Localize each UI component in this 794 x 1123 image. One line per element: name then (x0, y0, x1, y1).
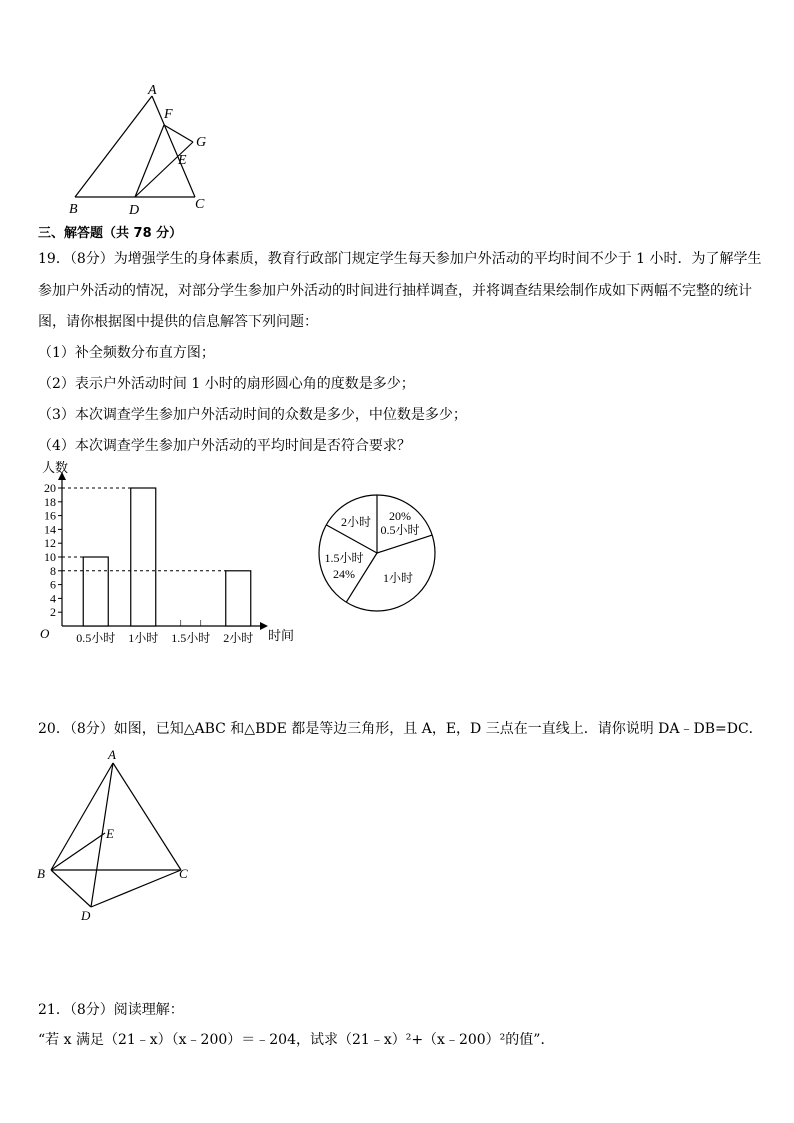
triangle-figure-q18 (60, 82, 230, 217)
y-tick-label: 4 (50, 591, 56, 606)
bar (226, 571, 251, 626)
x-tick-label: 0.5小时 (76, 631, 116, 645)
label-e: E (178, 153, 187, 168)
pie-chart (310, 490, 450, 620)
equilateral-triangles-figure-q20 (35, 745, 195, 925)
y-tick-label: 10 (44, 550, 56, 564)
q19-sub2: （2）表示户外活动时间 1 小时的扇形圆心角的度数是多少； (38, 376, 415, 392)
q20-text: 20．（8分）如图，已知△ABC 和△BDE 都是等边三角形，且 A，E，D 三点在一直线上．请你说明 DA﹣DB=DC． (38, 721, 763, 737)
x-axis-label: 时间 (268, 628, 295, 643)
q20-label-c: C (179, 866, 188, 881)
histogram-chart (30, 458, 305, 648)
x-tick-label: 1.5小时 (171, 631, 211, 645)
q19-intro-line1: 19．（8分）为增强学生的身体素质，教育行政部门规定学生每天参加户外活动的平均时间不少于 1 小时．为了解学生 (38, 251, 762, 267)
label-g: G (196, 135, 207, 150)
y-tick-label: 6 (50, 577, 56, 592)
pie-slice-label: 1小时 (382, 571, 414, 585)
q20-label-e: E (106, 826, 114, 841)
x-tick-label: 2小时 (223, 631, 254, 645)
y-tick-label: 18 (44, 494, 56, 509)
y-tick-label: 14 (44, 522, 56, 537)
label-f: F (164, 107, 173, 122)
q19-sub1: （1）补全频数分布直方图； (38, 345, 215, 361)
label-a: A (148, 83, 157, 98)
q21-title: 21．（8分）阅读理解： (38, 1002, 184, 1018)
y-tick-label: 8 (50, 563, 56, 578)
y-tick-label: 16 (44, 508, 56, 523)
q21-text: “若 x 满足（21﹣x）（x﹣200）＝﹣204，试求（21﹣x）²+（x﹣200）²的值”． (38, 1032, 555, 1048)
pie-slice-label: 2小时 (340, 515, 372, 529)
pie-slice-label: 24% (333, 567, 355, 581)
origin-label: O (40, 626, 50, 641)
q19-intro-line2: 参加户外活动的情况，对部分学生参加户外活动的时间进行抽样调查，并将调查结果绘制作成如下两幅不完整的统计 (38, 283, 752, 299)
y-tick-label: 20 (44, 481, 56, 495)
q20-label-b: B (37, 866, 45, 881)
y-tick-label: 2 (50, 605, 56, 620)
x-tick-label: 1小时 (128, 631, 159, 645)
bar (83, 557, 108, 626)
label-d: D (129, 203, 140, 217)
q20-label-d: D (81, 908, 91, 923)
bar (131, 488, 156, 626)
pie-slice-label: 1.5小时 (324, 551, 364, 565)
pie-slice-label: 20% (389, 509, 411, 523)
q20-label-a: A (108, 747, 116, 762)
q19-sub4: （4）本次调查学生参加户外活动的平均时间是否符合要求？ (38, 438, 411, 454)
x-axis-arrow (260, 622, 268, 630)
y-axis-label: 人数 (42, 460, 69, 475)
q19-intro-line3: 图，请你根据图中提供的信息解答下列问题： (38, 314, 318, 330)
q19-sub3: （3）本次调查学生参加户外活动时间的众数是多少，中位数是多少； (38, 407, 467, 423)
section-heading: 三、解答题（共 78 分） (38, 226, 183, 241)
label-c: C (195, 197, 205, 212)
y-tick-label: 12 (44, 536, 56, 551)
pie-slice-label: 0.5小时 (380, 523, 420, 537)
label-b: B (69, 202, 78, 217)
